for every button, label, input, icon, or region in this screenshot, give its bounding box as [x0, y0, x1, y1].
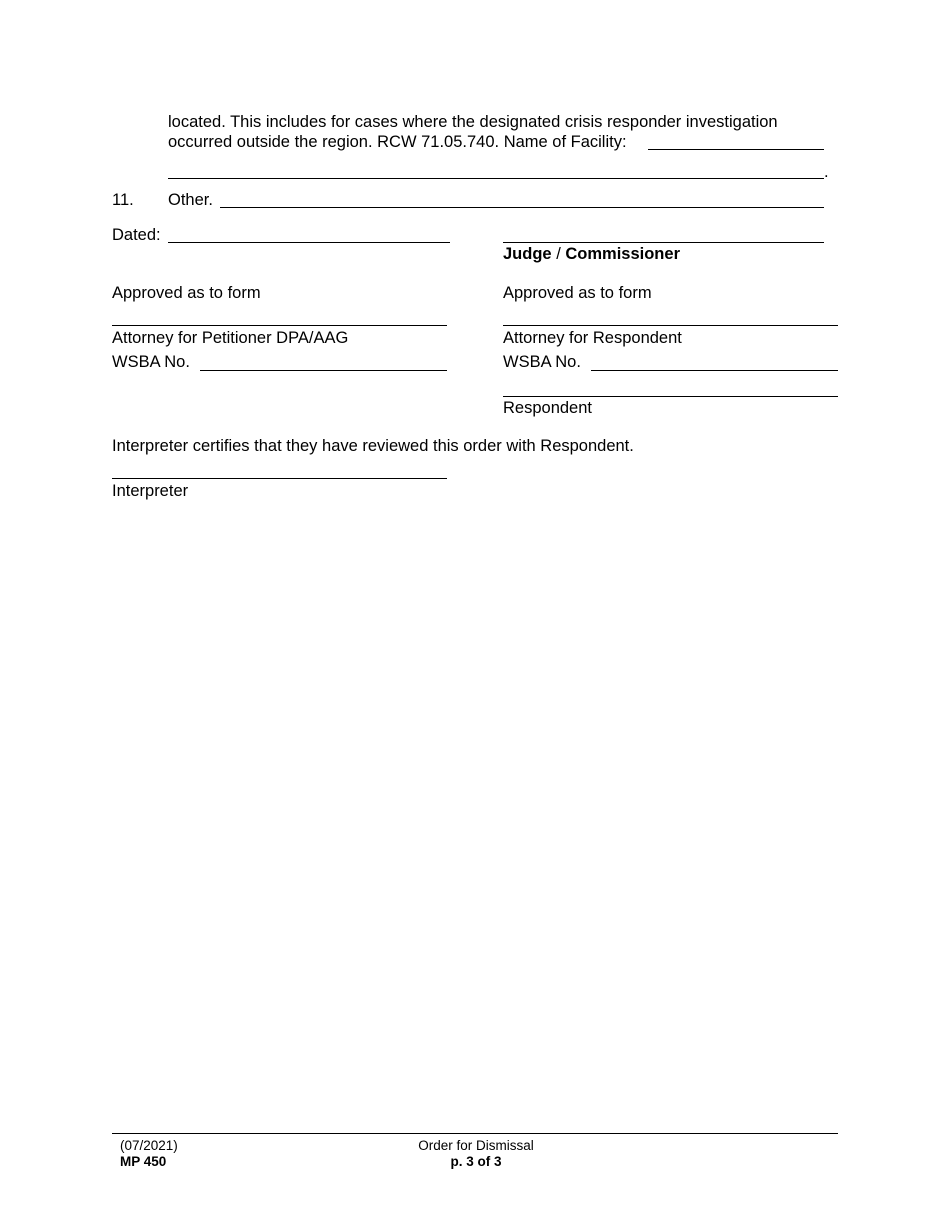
interpreter-label: Interpreter	[112, 482, 189, 500]
commissioner-label: Commissioner	[565, 245, 680, 263]
facility-name-field[interactable]	[648, 149, 824, 150]
wsba-label-right: WSBA No.	[503, 353, 581, 371]
wsba-label-left: WSBA No.	[112, 353, 190, 371]
facility-period: .	[824, 163, 829, 181]
wsba-number-field-left[interactable]	[200, 370, 447, 371]
petitioner-attorney-signature-line[interactable]	[112, 325, 447, 326]
facility-name-field-continued[interactable]	[168, 178, 824, 179]
attorney-respondent-label: Attorney for Respondent	[503, 329, 682, 347]
interpreter-signature-line[interactable]	[112, 478, 447, 479]
approved-as-to-form-left: Approved as to form	[112, 284, 261, 302]
judge-signature-line[interactable]	[503, 242, 824, 243]
dated-label: Dated:	[112, 226, 161, 244]
judge-separator: /	[556, 245, 561, 263]
respondent-label: Respondent	[503, 399, 592, 417]
footer-title: Order for Dismissal	[418, 1138, 534, 1153]
item-11-other-field[interactable]	[220, 207, 824, 208]
respondent-attorney-signature-line[interactable]	[503, 325, 838, 326]
footer-page-number: p. 3 of 3	[450, 1154, 502, 1169]
item-11-label: Other.	[168, 191, 213, 209]
wsba-number-field-right[interactable]	[591, 370, 838, 371]
attorney-petitioner-label: Attorney for Petitioner DPA/AAG	[112, 329, 349, 347]
footer-form-number: MP 450	[120, 1154, 167, 1169]
dated-field[interactable]	[168, 242, 450, 243]
item-11-number: 11.	[112, 191, 134, 209]
footer-rule	[112, 1133, 838, 1134]
continuation-text-line2: occurred outside the region. RCW 71.05.740. Name of Facility:	[168, 133, 627, 151]
respondent-signature-line[interactable]	[503, 396, 838, 397]
interpreter-statement: Interpreter certifies that they have reviewed this order with Respondent.	[112, 437, 634, 455]
judge-label: Judge	[503, 245, 552, 263]
continuation-text-line1: located. This includes for cases where the designated crisis responder investigation	[168, 113, 778, 131]
judge-commissioner-label	[503, 244, 680, 264]
footer-revision: (07/2021)	[120, 1138, 178, 1153]
approved-as-to-form-right: Approved as to form	[503, 284, 652, 302]
